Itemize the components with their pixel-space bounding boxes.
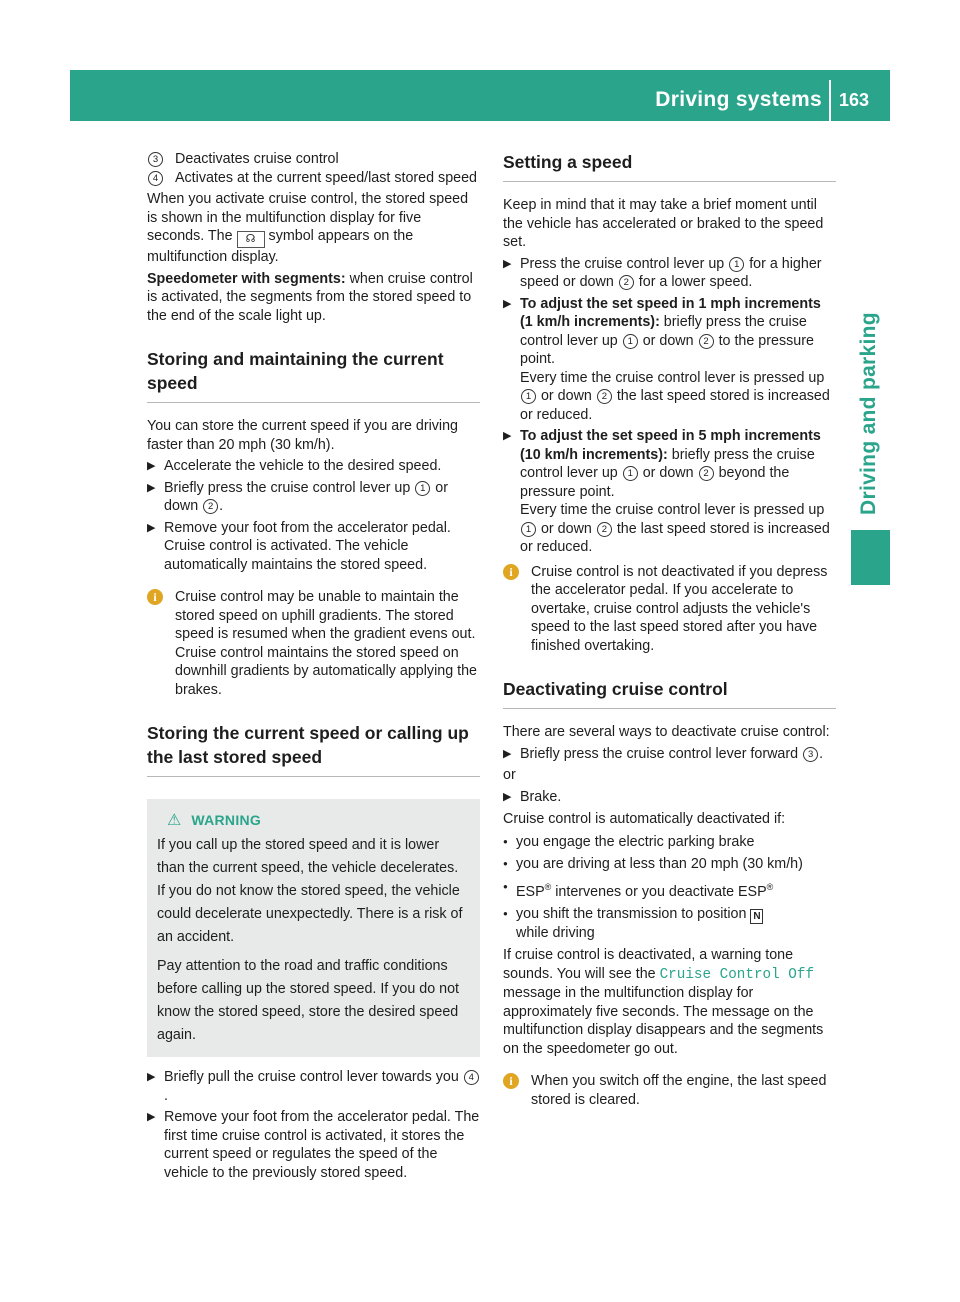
bullet-icon: ● [503, 908, 508, 918]
left-column [147, 150, 480, 1184]
section-heading: Deactivating cruise control [503, 677, 836, 709]
step: ▶ Remove your foot from the accelerator pedal. The first time cruise control is activated, it stores the current speed or regulates the speed of the vehicle to the previously stored speed. [147, 1109, 480, 1181]
header-divider [829, 80, 831, 121]
chapter-tab-block [851, 530, 890, 585]
paragraph: There are several ways to deactivate cruise control: [503, 724, 830, 740]
bullet-item: ● you shift the transmission to position N while driving [503, 905, 836, 943]
paragraph: When you activate cruise control, the stored speed is shown in the multifunction display for five seconds. The ☊ symbol appears on the multifunction display. [147, 191, 469, 265]
arrow-icon: ▶ [147, 481, 156, 494]
info-note: i Cruise control may be unable to maintain the stored speed on uphill gradients. The stored speed is resumed when the gradient evens out. Cruise control maintains the stored speed on downhill gradients by automatically applying the brakes. [147, 588, 480, 699]
bullet-icon: ● [503, 836, 508, 846]
chapter-tab-label: Driving and parking [857, 312, 880, 515]
bullet-item: ● ESP® intervenes or you deactivate ESP® [503, 878, 836, 901]
number-1-icon: 1 [415, 481, 430, 496]
section-heading: Storing and maintaining the current speed [147, 347, 480, 403]
step: ▶ Accelerate the vehicle to the desired speed. [147, 458, 442, 474]
paragraph: Speedometer with segments: when cruise control is activated, the segments from the stored speed to the end of the scale light up. [147, 270, 473, 324]
info-icon: i [503, 1073, 519, 1089]
step: ▶ Briefly press the cruise control lever up 1 or down 2 . [147, 479, 449, 514]
arrow-icon: ▶ [147, 1111, 156, 1123]
step: ▶ Brake. [503, 788, 562, 805]
warning-title: WARNING [191, 812, 262, 828]
gear-n-icon: N [750, 909, 763, 924]
paragraph: You can store the current speed if you are driving faster than 20 mph (30 km/h). [147, 418, 459, 453]
arrow-icon: ▶ [147, 460, 156, 472]
warning-box: ⚠ WARNING If you call up the stored speed and it is lower than the current speed, the vehicle decelerates. If you do not know the stored speed, the vehicle could decelerate unexpectedly. There is a risk of an accident. Pay attention to the road and traffic conditions before calling up the stored speed. If you do not know the stored speed, store the desired speed again. [147, 799, 480, 1057]
section-title: Driving systems [655, 88, 822, 111]
paragraph: If cruise control is deactivated, a warning tone sounds. You will see the Cruise Control Off message in the multifunction display for approximately five seconds. The message on the multifunction display disappears and the segments on the speedometer go out. [503, 947, 824, 1057]
right-column: Setting a speed Keep in mind that it may take a brief moment until the vehicle has accelerated or braked to the speed set. ▶ Press the cruise control lever up 1 for a higher speed or down 2 for a lower speed. ▶ To adjust the set speed in 1 mph increments (1 km/h increments): briefly press the cruise control lever up 1 or down 2 to the pressure point. Every time the cruise control lever is pressed up 1 or down 2 the last speed stored is increased or reduced. ▶ To adjust the set speed in 5 mph increments (10 km/h increments): briefly press the cruise control lever up 1 or down 2 beyond the pressure point. Every time the cruise control lever is pressed up 1 or down 2 the last speed stored is increased or reduced. i Cruise control is not deactivated if you depress the accelerator pedal. If you accelerate to overtake, cruise control adjusts the vehicle's speed to the last speed stored after you have finished overtaking. Deactivating cruise control There are several ways to deactivate cruise control: ▶ Briefly press the cruise control lever forward 3 . or ▶ Brake. Cruise control is automatically deactivated if: ● you engage the electric parking brake ● you are driving at less than 20 mph (30 km/h) ● ESP® intervenes or you deactivate ESP® ● you shift the transmission to position N while driving If cruise control is deactivated, a warning tone sounds. You will see the Cruise Control Off message in the multifunction display for approximately five seconds. The message on the multifunction display disappears and the segments on the speedometer go out. i When you switch off the engine, the last speed stored is cleared. [503, 150, 836, 1109]
section-heading: Setting a speed [503, 150, 836, 182]
bullet-item: ● you are driving at less than 20 mph (30 km/h) [503, 856, 803, 872]
number-4-icon: 4 [464, 1070, 479, 1085]
page-number: 163 [839, 90, 870, 110]
warning-triangle-icon: ⚠ [167, 812, 182, 829]
step: ▶ Remove your foot from the accelerator pedal. Cruise control is activated. The vehicle automatically maintains the stored speed. [147, 519, 451, 573]
arrow-icon: ▶ [503, 257, 512, 270]
step: ▶ Briefly pull the cruise control lever towards you 4. [147, 1068, 480, 1105]
section-heading: Storing the current speed or calling up the last stored speed [147, 721, 480, 777]
bullet-icon: ● [503, 859, 508, 868]
number-4-icon: 4 [148, 171, 163, 186]
info-icon: i [503, 564, 519, 580]
arrow-icon: ▶ [503, 297, 512, 310]
arrow-icon: ▶ [503, 747, 512, 760]
arrow-icon: ▶ [503, 430, 512, 442]
info-icon: i [147, 589, 163, 605]
step: ▶ To adjust the set speed in 5 mph increments (10 km/h increments): briefly press the cruise control lever up 1 or down 2 beyond the pressure point. Every time the cruise control lever is pressed up 1 or down 2 the last speed stored is increased or reduced. [503, 428, 830, 555]
number-3-icon: 3 [148, 152, 163, 167]
bullet-item: ● you engage the electric parking brake [503, 833, 755, 850]
display-message: Cruise Control Off [659, 966, 815, 983]
step: ▶ Press the cruise control lever up 1 for a higher speed or down 2 for a lower speed. [503, 255, 822, 290]
bullet-icon: ● [503, 881, 508, 891]
paragraph: Keep in mind that it may take a brief moment until the vehicle has accelerated or braked to the speed set. [503, 197, 824, 250]
arrow-icon: ▶ [147, 521, 156, 534]
info-note: i When you switch off the engine, the last speed stored is cleared. [503, 1072, 836, 1109]
arrow-icon: ▶ [503, 790, 512, 803]
arrow-icon: ▶ [147, 1071, 156, 1083]
step: ▶ Briefly press the cruise control lever forward 3 . [503, 745, 824, 762]
list-item: 3 Deactivates cruise control [147, 150, 480, 169]
step: ▶ To adjust the set speed in 1 mph increments (1 km/h increments): briefly press the cruise control lever up 1 or down 2 to the pressure point. Every time the cruise control lever is pressed up 1 or down 2 the last speed stored is increased or reduced. [503, 295, 830, 423]
cruise-control-symbol-icon: ☊ [237, 231, 265, 248]
number-2-icon: 2 [203, 499, 218, 514]
info-note: i Cruise control is not deactivated if you depress the accelerator pedal. If you accelerate to overtake, cruise control adjusts the vehicle's speed to the last speed stored after you have finished overtaking. [503, 563, 836, 656]
list-item: 4 Activates at the current speed/last stored speed [147, 169, 480, 188]
